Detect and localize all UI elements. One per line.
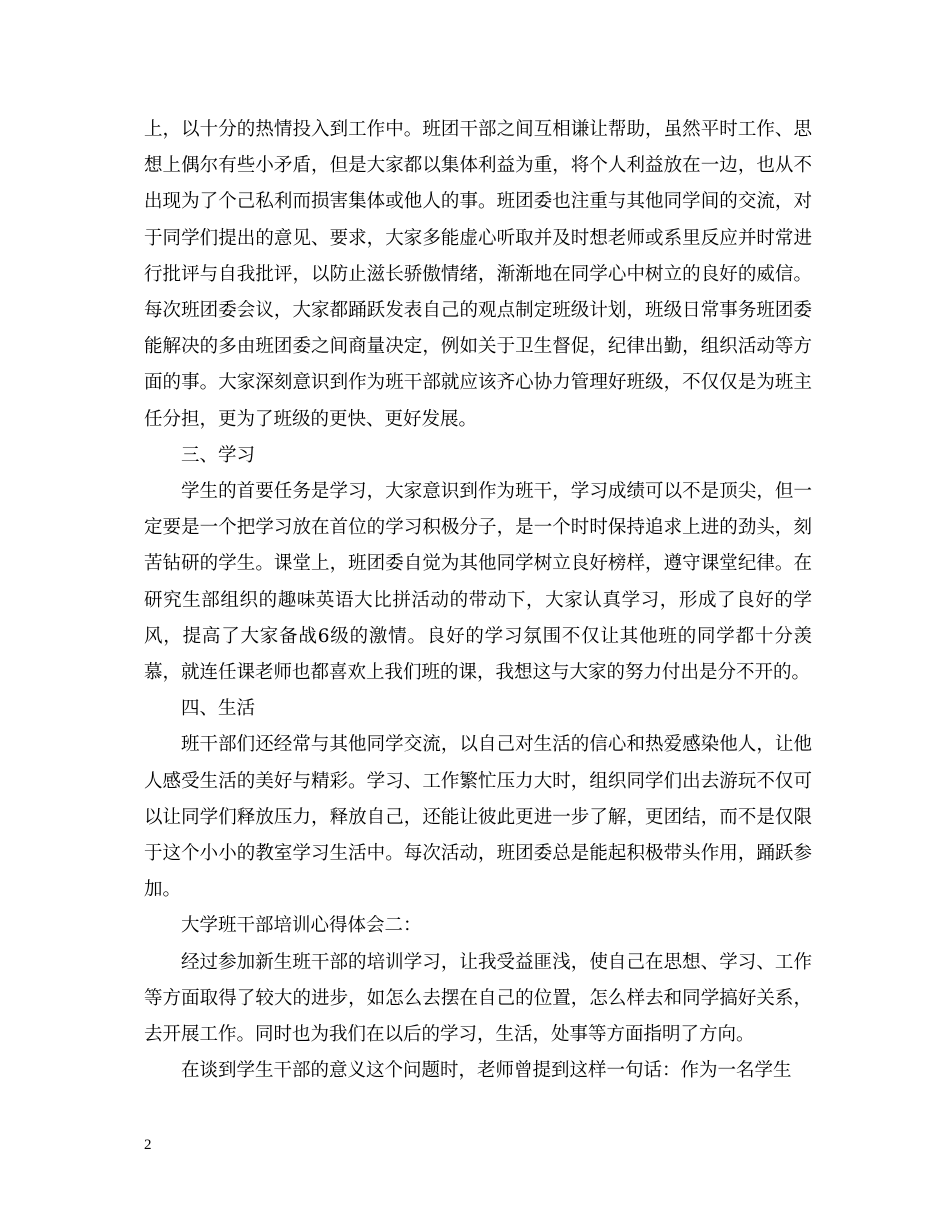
paragraph-meaning: 在谈到学生干部的意义这个问题时，老师曾提到这样一句话：作为一名学生 (181, 1060, 792, 1082)
paragraph-work-continued: 上，以十分的热情投入到工作中。班团干部之间互相谦让帮助，虽然平时工作、思想上偶尔有些小矛盾，但是大家都以集体利益为重，将个人利益放在一边，也从不出现为了个己私利而损害集体或他人的事。班团委也注重与其他同学间的交流，对于同学们提出的意见、要求，大家多能虚心听取并及时想老师或系里反应并时常进行批评与自我批评，以防止滋长骄傲情绪，渐渐地在同学心中树立的良好的威信。每次班团委会议，大家都踊跃发表自己的观点制定班级计划，班级日常事务班团委能解决的多由班团委之间商量决定，例如关于卫生督促，纪律出勤，组织活动等方面的事。大家深刻意识到作为班干部就应该齐心协力管理好班级，不仅仅是为班主任分担，更为了班级的更快、更好发展。 (144, 119, 812, 430)
paragraph-life: 班干部们还经常与其他同学交流，以自己对生活的信心和热爱感染他人，让他人感受生活的美好与精彩。学习、工作繁忙压力大时，组织同学们出去游玩不仅可以让同学们释放压力，释放自己，还能让彼此更进一步了解，更团结，而不是仅限于这个小小的教室学习生活中。每次活动，班团委总是能起积极带头作用，踊跃参加。 (144, 734, 812, 901)
section-heading-life: 四、生活 (181, 698, 256, 720)
page-number: 2 (144, 1137, 152, 1153)
paragraph-study: 学生的首要任务是学习，大家意识到作为班干，学习成绩可以不是顶尖，但一定要是一个把学习放在首位的学习积极分子，是一个时时保持追求上进的劲头，刻苦钻研的学生。课堂上，班团委自觉为其他同学树立良好榜样，遵守课堂纪律。在研究生部组织的趣味英语大比拼活动的带动下，大家认真学习，形成了良好的学风，提高了大家备战6级的激情。良好的学习氛围不仅让其他班的同学都十分羡慕，就连任课老师也都喜欢上我们班的课，我想这与大家的努力付出是分不开的。 (144, 481, 812, 684)
document-body (144, 112, 812, 1089)
section-heading-experience-two: 大学班干部培训心得体会二： (181, 915, 422, 937)
section-heading-study: 三、学习 (181, 444, 256, 466)
paragraph-training: 经过参加新生班干部的培训学习，让我受益匪浅，使自己在思想、学习、工作等方面取得了较大的进步，如怎么去摆在自己的位置，怎么样去和同学搞好关系，去开展工作。同时也为我们在以后的学习，生活，处事等方面指明了方向。 (144, 951, 812, 1046)
